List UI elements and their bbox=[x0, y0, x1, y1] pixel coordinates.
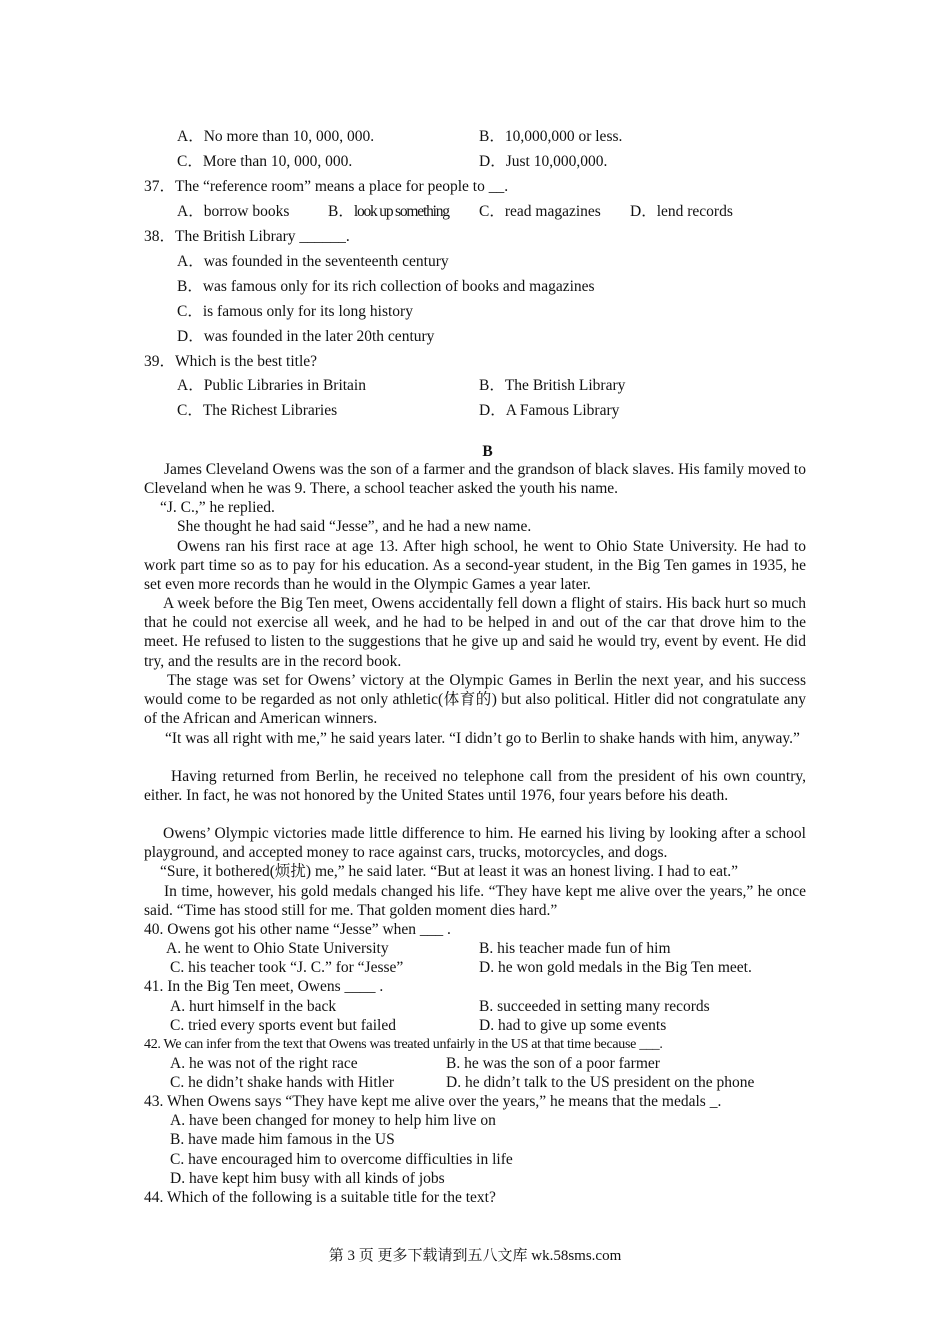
passage-paragraph: She thought he had said “Jesse”, and he had a new name. bbox=[177, 518, 532, 535]
passage-paragraph: Having returned from Berlin, he received no telephone call from the president of his own country, either. In fact, he was not honored by the United States until 1976, four years before his death. bbox=[144, 768, 806, 805]
q38-stem: 38．The British Library ______. bbox=[144, 228, 350, 245]
q40-option-d: D. he won gold medals in the Big Ten meet. bbox=[479, 959, 752, 976]
q39-stem: 39．Which is the best title? bbox=[144, 353, 318, 370]
q40-option-a: A. he went to Ohio State University bbox=[166, 940, 389, 957]
passage-paragraph: “Sure, it bothered(烦扰) me,” he said later. “But at least it was an honest living. I had to eat.” bbox=[160, 863, 739, 880]
passage-paragraph: Owens ran his first race at age 13. After high school, he went to Ohio State University. He had to work part time so as to pay for his education. As a second-year student, in the Big Ten games in 1935, he set even more records than he would in the Olympic Games a year later. bbox=[144, 538, 806, 594]
q38-option-d: D．was founded in the later 20th century bbox=[177, 328, 435, 345]
q43-option-d: D. have kept him busy with all kinds of jobs bbox=[170, 1170, 445, 1187]
q37-option-c: C．read magazines bbox=[479, 203, 601, 220]
q39-option-c: C．The Richest Libraries bbox=[177, 402, 338, 419]
q36-option-b: B．10,000,000 or less. bbox=[479, 128, 623, 145]
q41-option-a: A. hurt himself in the back bbox=[170, 998, 337, 1015]
page-footer: 第 3 页 更多下载请到五八文库 wk.58sms.com bbox=[328, 1248, 622, 1264]
q40-option-c: C. his teacher took “J. C.” for “Jesse” bbox=[170, 959, 404, 976]
q43-stem: 43. When Owens says “They have kept me alive over the years,” he means that the medals _. bbox=[144, 1093, 722, 1110]
q38-option-b: B．was famous only for its rich collection of books and magazines bbox=[177, 278, 595, 295]
q42-option-a: A. he was not of the right race bbox=[170, 1055, 358, 1072]
passage-paragraph: James Cleveland Owens was the son of a farmer and the grandson of black slaves. His family moved to Cleveland when he was 9. There, a school teacher asked the youth his name. bbox=[144, 461, 806, 498]
q40-option-b: B. his teacher made fun of him bbox=[479, 940, 671, 957]
q40-stem: 40. Owens got his other name “Jesse” when ___ . bbox=[144, 921, 451, 938]
q43-option-c: C. have encouraged him to overcome difficulties in life bbox=[170, 1151, 513, 1168]
passage-paragraph: The stage was set for Owens’ victory at the Olympic Games in Berlin the next year, and his success would come to be regarded as not only athletic(体育的) but also political. Hitler did not congratulate any of the African and American winners. bbox=[144, 672, 806, 728]
q37-option-a: A．borrow books bbox=[177, 203, 290, 220]
q39-option-b: B．The British Library bbox=[479, 377, 626, 394]
q36-option-a: A．No more than 10, 000, 000. bbox=[177, 128, 375, 145]
q39-option-d: D．A Famous Library bbox=[479, 402, 620, 419]
q43-option-a: A. have been changed for money to help him live on bbox=[170, 1112, 496, 1129]
q43-option-b: B. have made him famous in the US bbox=[170, 1131, 395, 1148]
q42-option-c: C. he didn’t shake hands with Hitler bbox=[170, 1074, 395, 1091]
passage-paragraph: A week before the Big Ten meet, Owens accidentally fell down a flight of stairs. His back hurt so much that he could not exercise all week, and he had to be helped in and out of the car that drove him to the meet. He refused to listen to the suggestions that he give up and said he would try, event by event. He did try, and the results are in the record book. bbox=[144, 595, 806, 670]
q41-option-d: D. had to give up some events bbox=[479, 1017, 667, 1034]
q44-stem: 44. Which of the following is a suitable title for the text? bbox=[144, 1189, 496, 1206]
q37-stem: 37．The “reference room” means a place for people to __. bbox=[144, 178, 509, 195]
q39-option-a: A．Public Libraries in Britain bbox=[177, 377, 366, 394]
passage-paragraph: Owens’ Olympic victories made little difference to him. He earned his living by looking after a school playground, and accepted money to race against cars, trucks, motorcycles, and dogs. bbox=[144, 825, 806, 862]
q36-option-d: D．Just 10,000,000. bbox=[479, 153, 608, 170]
q42-option-b: B. he was the son of a poor farmer bbox=[446, 1055, 660, 1072]
q41-option-b: B. succeeded in setting many records bbox=[479, 998, 710, 1015]
section-heading: B bbox=[482, 443, 493, 460]
q41-option-c: C. tried every sports event but failed bbox=[170, 1017, 396, 1034]
passage-paragraph: “J. C.,” he replied. bbox=[160, 499, 275, 516]
passage-paragraph: In time, however, his gold medals changed his life. “They have kept me alive over the years,” he once said. “Time has stood still for me. That golden moment dies hard.” bbox=[144, 883, 806, 920]
q38-option-a: A．was founded in the seventeenth century bbox=[177, 253, 449, 270]
q41-stem: 41. In the Big Ten meet, Owens ____ . bbox=[144, 978, 384, 995]
q36-option-c: C．More than 10, 000, 000. bbox=[177, 153, 353, 170]
passage-paragraph: “It was all right with me,” he said years later. “I didn’t go to Berlin to shake hands with him, anyway.” bbox=[165, 730, 800, 747]
q37-option-b: B．look up something bbox=[328, 203, 449, 220]
q38-option-c: C．is famous only for its long history bbox=[177, 303, 413, 320]
q37-option-d: D．lend records bbox=[630, 203, 733, 220]
q42-option-d: D. he didn’t talk to the US president on the phone bbox=[446, 1074, 755, 1091]
q42-stem: 42. We can infer from the text that Owens was treated unfairly in the US at that time because ___. bbox=[144, 1037, 663, 1052]
